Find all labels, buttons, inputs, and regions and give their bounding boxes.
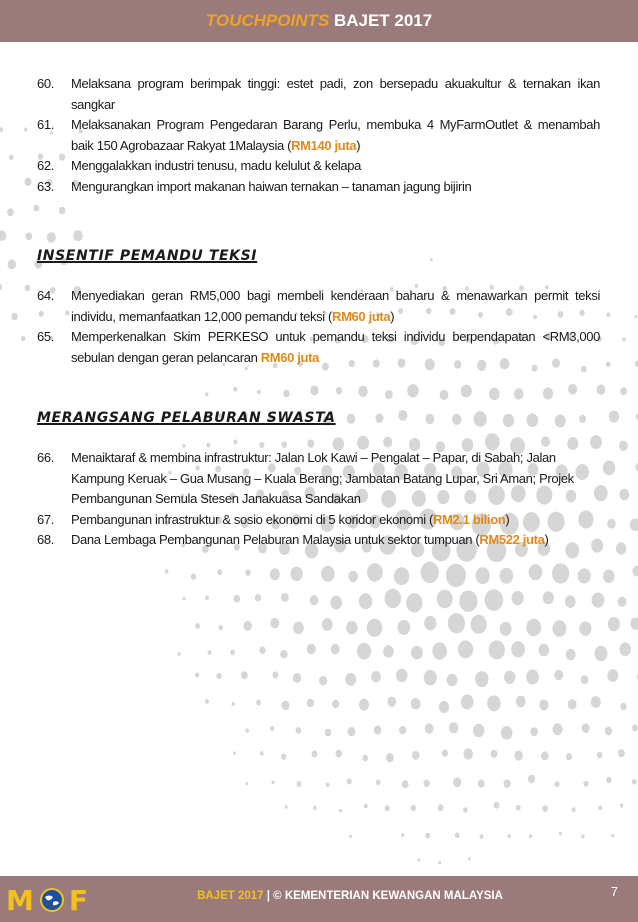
- decor-dot: [463, 748, 473, 759]
- decor-dot: [9, 155, 14, 160]
- decor-dot: [606, 362, 611, 368]
- footer-label-highlight: BAJET 2017: [197, 890, 264, 902]
- decor-dot: [297, 781, 302, 787]
- decor-dot: [508, 834, 511, 838]
- item-number: 60.: [37, 76, 55, 91]
- decor-dot: [432, 642, 447, 659]
- decor-dot: [487, 695, 501, 711]
- decor-dot: [608, 617, 620, 631]
- decor-dot: [565, 595, 576, 607]
- decor-dot: [485, 589, 503, 611]
- decor-dot: [216, 673, 221, 679]
- item-text-after: ): [356, 137, 361, 153]
- decor-dot: [619, 489, 629, 501]
- decor-dot: [233, 751, 236, 755]
- decor-dot: [455, 832, 460, 838]
- decor-dot: [24, 178, 31, 186]
- decor-dot: [385, 589, 401, 608]
- decor-dot: [374, 725, 382, 734]
- decor-dot: [0, 230, 6, 240]
- list-item: [37, 448, 600, 510]
- decor-dot: [7, 208, 14, 216]
- item-text-body: Memperkenalkan Skim PERKESO untuk pemandu teksi individu berpendapatan <RM3,000 sebulan dengan geran pelancaran: [71, 329, 600, 365]
- decor-dot: [245, 569, 251, 576]
- decor-dot: [319, 676, 327, 685]
- decor-dot: [387, 697, 396, 707]
- item-text: [71, 286, 600, 327]
- decor-dot: [489, 640, 505, 659]
- decor-dot: [583, 781, 588, 787]
- decor-dot: [8, 259, 16, 269]
- decor-dot: [417, 858, 420, 861]
- decor-dot: [607, 519, 616, 529]
- decor-dot: [594, 646, 607, 661]
- decor-dot: [270, 618, 279, 629]
- main-content: [37, 74, 600, 551]
- decor-dot: [205, 699, 209, 704]
- decor-dot: [606, 777, 612, 784]
- decor-dot: [285, 805, 288, 808]
- list-item: [37, 177, 600, 198]
- item-number: 68.: [37, 532, 55, 547]
- decor-dot: [349, 835, 352, 838]
- decor-dot: [480, 834, 484, 839]
- decor-dot: [618, 597, 627, 607]
- item-number: 63.: [37, 178, 55, 194]
- decor-dot: [516, 805, 521, 811]
- decor-dot: [618, 749, 625, 757]
- decor-dot: [307, 644, 316, 655]
- decor-dot: [208, 650, 212, 655]
- decor-dot: [421, 562, 439, 583]
- decor-dot: [411, 698, 421, 710]
- decor-dot: [325, 729, 331, 737]
- decor-dot: [396, 669, 408, 683]
- footer-label-rest: | © KEMENTERIAN KEWANGAN MALAYSIA: [263, 890, 503, 902]
- decor-dot: [231, 702, 235, 706]
- footer-label: [150, 890, 550, 902]
- decor-dot: [632, 566, 638, 576]
- decor-dot: [516, 696, 526, 708]
- decor-dot: [217, 569, 222, 575]
- amount-highlight: RM522 juta: [479, 532, 545, 547]
- decor-dot: [490, 750, 497, 758]
- decor-dot: [348, 727, 356, 736]
- decor-dot: [459, 590, 477, 611]
- decor-dot: [591, 696, 601, 708]
- list-item: [37, 327, 600, 368]
- decor-dot: [566, 649, 576, 661]
- decor-dot: [578, 568, 591, 583]
- decor-dot: [270, 568, 280, 580]
- decor-dot: [191, 573, 197, 580]
- decor-dot: [511, 641, 525, 657]
- section-heading-taxi: INSENTIF PEMANDU TEKSI: [37, 248, 258, 264]
- decor-dot: [307, 699, 314, 708]
- decor-dot: [526, 619, 541, 637]
- decor-dot: [280, 650, 287, 659]
- decor-dot: [475, 567, 489, 584]
- decor-dot: [620, 387, 627, 395]
- decor-dot: [336, 750, 343, 758]
- decor-dot: [359, 593, 373, 609]
- decor-dot: [412, 751, 420, 760]
- decor-dot: [554, 670, 563, 680]
- decor-dot: [385, 805, 390, 811]
- decor-dot: [376, 780, 381, 786]
- decor-dot: [195, 623, 200, 629]
- decor-dot: [386, 753, 394, 762]
- item-text: Menaiktaraf & membina infrastruktur: Jalan Lok Kawi – Pengalat – Papar, di Sabah; Jalan Kampung Keruak – Gua Musang – Kuala Berang; Jambatan Batang Lupar, Sri Aman; Projek Pembangunan Semula Stesen Janakuasa Sandakan: [71, 450, 574, 506]
- decor-dot: [579, 621, 591, 635]
- list-item: [37, 156, 600, 177]
- decor-dot: [312, 751, 318, 758]
- decor-dot: [526, 670, 539, 685]
- decor-dot: [468, 857, 471, 860]
- decor-dot: [399, 726, 406, 735]
- decor-dot: [397, 620, 410, 635]
- decor-dot: [348, 571, 358, 582]
- globe-icon: [39, 887, 65, 913]
- list-item: [37, 115, 600, 156]
- decor-dot: [620, 803, 624, 807]
- decor-dot: [529, 564, 543, 580]
- decor-dot: [241, 671, 248, 679]
- item-text-body: Pembangunan infrastruktur & sosio ekonomi di 5 koridor ekonomi (: [71, 511, 434, 527]
- decor-dot: [293, 673, 301, 683]
- decor-dot: [26, 232, 33, 240]
- decor-dot: [330, 596, 342, 610]
- amount-highlight: RM60 juta: [260, 349, 320, 365]
- decor-dot: [0, 127, 3, 132]
- item-number: 62.: [37, 158, 55, 173]
- decor-dot: [512, 591, 524, 605]
- decor-dot: [256, 700, 261, 706]
- list-item: [37, 286, 600, 327]
- decor-dot: [425, 723, 434, 733]
- decor-dot: [437, 590, 453, 609]
- decor-dot: [632, 779, 637, 785]
- decor-dot: [598, 806, 602, 811]
- decor-dot: [364, 804, 368, 809]
- decor-dot: [424, 616, 436, 630]
- decor-dot: [555, 781, 560, 787]
- item-text-body: Melaksanakan Program Pengedaran Barang Perlu, membuka 4 MyFarmOutlet & menambah baik 150 Agrobazaar Rakyat 1Malaysia (: [71, 117, 600, 153]
- page-footer: [0, 876, 638, 922]
- decor-dot: [367, 563, 383, 581]
- decor-dot: [272, 671, 278, 678]
- decor-dot: [411, 646, 423, 660]
- decor-dot: [371, 671, 381, 683]
- item-text: Mengurangkan import makanan haiwan ternakan – tanaman jagung bijirin: [71, 178, 472, 194]
- list-item: [37, 74, 600, 115]
- item-text: [71, 115, 600, 156]
- decor-dot: [313, 806, 317, 810]
- decor-dot: [611, 834, 614, 838]
- item-number: 67.: [37, 511, 55, 527]
- item-text-after: ): [544, 532, 549, 547]
- header-title-highlight: TOUCHPOINTS: [205, 11, 330, 30]
- decor-dot: [401, 833, 404, 837]
- decor-dot: [539, 644, 550, 656]
- amount-highlight: RM60 juta: [332, 308, 391, 324]
- decor-dot: [619, 642, 631, 656]
- decor-dot: [424, 670, 437, 685]
- decor-dot: [571, 807, 575, 812]
- decor-dot: [500, 622, 512, 636]
- decor-dot: [620, 703, 626, 710]
- decor-dot: [504, 779, 511, 788]
- decor-dot: [11, 313, 17, 321]
- decor-dot: [541, 751, 549, 760]
- decor-dot: [394, 567, 409, 585]
- decor-dot: [553, 723, 563, 735]
- decor-dot: [528, 775, 535, 784]
- decor-dot: [290, 567, 302, 582]
- decor-dot: [471, 615, 487, 634]
- decor-dot: [616, 542, 626, 554]
- decor-dot: [281, 593, 289, 602]
- item-text: Melaksana program berimpak tinggi: estet padi, zon bersepadu akuakultur & ternakan ikan sangkar: [71, 76, 600, 112]
- list-item: [37, 510, 600, 531]
- decor-dot: [581, 675, 589, 684]
- item-text: Menggalakkan industri tenusu, madu kelulut & kelapa: [71, 158, 362, 173]
- decor-dot: [245, 782, 248, 785]
- decor-dot: [473, 724, 484, 738]
- decor-dot: [463, 807, 468, 813]
- item-list-invest: [37, 448, 600, 551]
- decor-dot: [539, 700, 548, 711]
- decor-dot: [362, 755, 368, 762]
- decor-dot: [293, 622, 304, 635]
- item-text-body: Menyediakan geran RM5,000 bagi membeli kenderaan baharu & menawarkan permit teksi individu, memanfaatkan 12,000 pemandu teksi (: [71, 288, 600, 324]
- decor-dot: [622, 338, 626, 342]
- decor-dot: [383, 645, 394, 657]
- item-list-a: [37, 74, 600, 197]
- decor-dot: [271, 781, 274, 785]
- decor-dot: [607, 669, 618, 682]
- decor-dot: [448, 613, 465, 633]
- decor-dot: [461, 694, 474, 709]
- decor-dot: [205, 595, 209, 600]
- decor-dot: [478, 779, 485, 787]
- decor-dot: [592, 593, 605, 608]
- item-text: [71, 530, 600, 551]
- decor-dot: [566, 753, 572, 760]
- decor-dot: [233, 595, 240, 603]
- decor-dot: [281, 754, 286, 760]
- decor-dot: [609, 411, 619, 423]
- decor-dot: [597, 752, 603, 759]
- decor-dot: [619, 441, 628, 451]
- decor-dot: [424, 780, 430, 788]
- decor-dot: [606, 312, 610, 317]
- decor-dot: [270, 726, 274, 731]
- item-number: 66.: [37, 450, 55, 465]
- decor-dot: [630, 518, 638, 531]
- logo-letter-f: F: [68, 883, 90, 917]
- decor-dot: [559, 832, 562, 836]
- decor-dot: [332, 700, 339, 709]
- decor-dot: [255, 594, 261, 601]
- decor-dot: [357, 643, 371, 660]
- decor-dot: [442, 750, 448, 757]
- decor-dot: [438, 861, 441, 865]
- decor-dot: [632, 724, 638, 731]
- decor-dot: [449, 722, 459, 733]
- decor-dot: [322, 618, 333, 631]
- section-heading-invest: MERANGSANG PELABURAN SWASTA: [37, 410, 336, 426]
- decor-dot: [438, 804, 444, 811]
- item-text: [71, 327, 600, 368]
- decor-dot: [582, 723, 590, 733]
- decor-dot: [425, 833, 430, 839]
- decor-dot: [367, 619, 383, 637]
- decor-dot: [230, 650, 235, 656]
- decor-dot: [411, 805, 417, 812]
- amount-highlight: RM140 juta: [291, 137, 357, 153]
- decor-dot: [165, 569, 169, 573]
- decor-dot: [359, 699, 369, 711]
- decor-dot: [475, 671, 489, 687]
- decor-dot: [245, 728, 249, 732]
- decor-dot: [530, 727, 538, 736]
- decor-dot: [331, 644, 340, 654]
- item-text-body: Dana Lembaga Pembangunan Pelaburan Malaysia untuk sektor tumpuan (: [71, 532, 480, 547]
- decor-dot: [326, 782, 330, 787]
- item-text-after: ): [390, 308, 395, 324]
- decor-dot: [25, 285, 31, 292]
- decor-dot: [0, 283, 2, 291]
- logo-letter-m: M: [6, 883, 35, 917]
- item-number: 64.: [37, 288, 55, 303]
- decor-dot: [321, 566, 335, 582]
- decor-dot: [259, 646, 265, 654]
- decor-dot: [219, 625, 224, 630]
- decor-dot: [21, 336, 26, 342]
- amount-highlight: RM2.1 bilion: [433, 511, 506, 527]
- decor-dot: [339, 809, 342, 813]
- mof-logo: [6, 884, 89, 916]
- decor-dot: [281, 701, 289, 710]
- decor-dot: [446, 564, 466, 588]
- item-number: 65.: [37, 329, 55, 344]
- list-item: [37, 530, 600, 551]
- decor-dot: [195, 672, 199, 677]
- decor-dot: [458, 640, 473, 658]
- decor-dot: [346, 621, 357, 635]
- decor-dot: [514, 751, 523, 761]
- decor-dot: [543, 591, 554, 604]
- decor-dot: [529, 834, 532, 838]
- decor-dot: [182, 597, 185, 601]
- decor-dot: [24, 128, 27, 132]
- decor-dot: [568, 699, 577, 709]
- decor-dot: [347, 778, 352, 784]
- page-header: [0, 0, 638, 42]
- decor-dot: [295, 727, 301, 734]
- decor-dot: [453, 777, 461, 787]
- header-title-rest: BAJET 2017: [333, 11, 433, 30]
- decor-dot: [542, 805, 548, 812]
- decor-dot: [499, 568, 513, 584]
- decor-dot: [504, 671, 515, 684]
- item-list-taxi: [37, 286, 600, 368]
- item-number: 61.: [37, 117, 55, 132]
- decor-dot: [243, 621, 252, 631]
- decor-dot: [630, 618, 638, 630]
- item-text: [71, 510, 600, 531]
- decor-dot: [494, 802, 500, 809]
- page-number: 7: [610, 884, 618, 899]
- decor-dot: [605, 727, 612, 736]
- decor-dot: [552, 563, 569, 583]
- decor-dot: [552, 620, 566, 636]
- decor-dot: [581, 835, 584, 839]
- decor-dot: [439, 701, 449, 713]
- item-text-after: ): [505, 511, 510, 527]
- decor-dot: [603, 460, 616, 475]
- decor-dot: [178, 652, 181, 656]
- decor-dot: [406, 593, 422, 612]
- decor-dot: [260, 751, 264, 756]
- decor-dot: [310, 595, 319, 605]
- decor-dot: [501, 726, 513, 740]
- decor-dot: [634, 315, 637, 318]
- decor-dot: [447, 674, 458, 687]
- decor-dot: [402, 780, 409, 788]
- decor-dot: [603, 570, 615, 584]
- decor-dot: [345, 673, 356, 686]
